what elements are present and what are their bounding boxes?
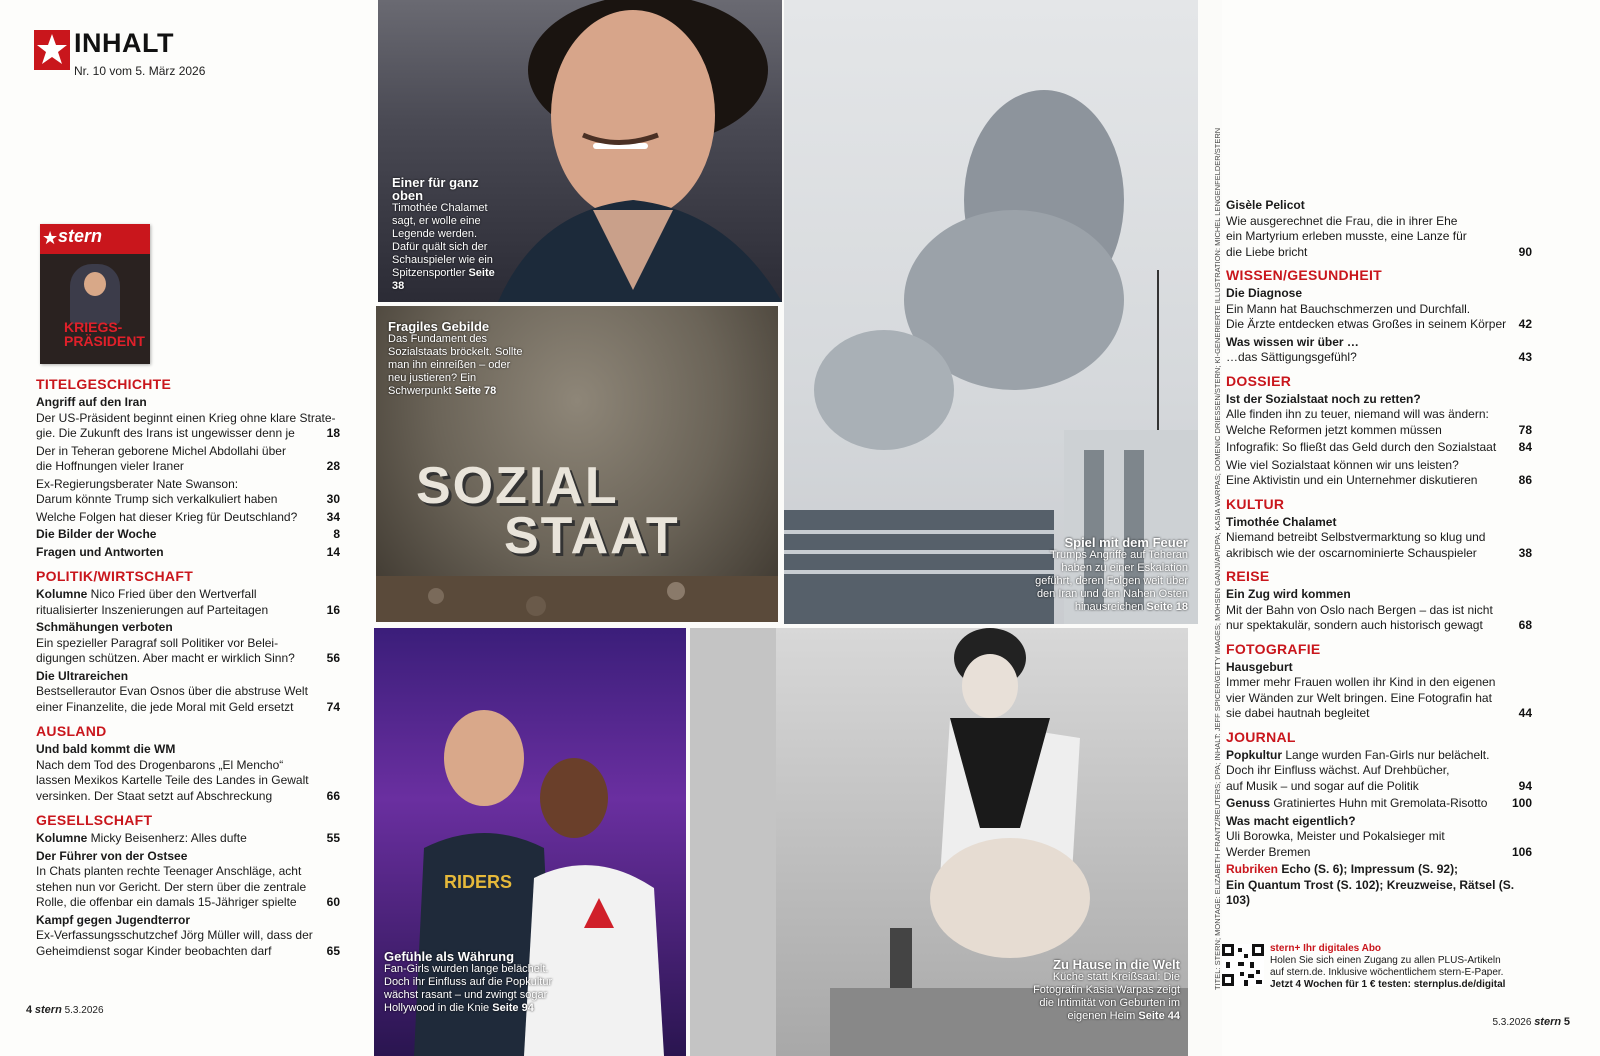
toc-entry[interactable] <box>36 669 336 716</box>
toc-page-number: 90 <box>1518 244 1532 259</box>
photo-feuer <box>784 0 1198 624</box>
toc-entry[interactable] <box>1226 587 1526 634</box>
toc-entry-kicker: Die Bilder der Woche <box>36 527 157 541</box>
toc-entry-kicker: Kolumne <box>36 831 88 845</box>
toc-page-number: 84 <box>1518 440 1532 454</box>
section-heading: REISE <box>1226 568 1270 584</box>
caption-sozial-title: Fragiles Gebilde <box>388 319 490 334</box>
toc-page-number: 60 <box>326 895 340 909</box>
toc-entry[interactable] <box>1226 440 1526 456</box>
toc-entry-line: Nach dem Tod des Drogenbarons „El Mencho“ <box>36 757 284 772</box>
section-heading: TITELGESCHICHTE <box>36 376 172 392</box>
toc-entry-line: Werder Bremen <box>1226 844 1311 859</box>
section-heading: FOTOGRAFIE <box>1226 640 1321 657</box>
promo-title: stern+ Ihr digitales Abo <box>1270 943 1382 954</box>
staat-word: STAAT <box>504 507 680 565</box>
caption-feuer-title: Spiel mit dem Feuer <box>1064 535 1188 550</box>
toc-entry-line: Darum könnte Trump sich verkalkuliert haben <box>36 492 278 506</box>
toc-entry-kicker: Was macht eigentlich? <box>1226 813 1356 828</box>
section-heading: POLITIK/WIRTSCHAFT <box>36 568 194 584</box>
toc-entry[interactable] <box>1226 748 1526 795</box>
toc-page-number: 56 <box>326 651 340 665</box>
caption-feuer-text: Trumps Angriffe auf Teheran haben zu einer Eskalation geführt, deren Folgen weit über den Iran und den Nahen Osten hinausreichen <box>1035 549 1188 613</box>
toc-entry-line: Die Ärzte entdecken etwas Großes in seinem Körper <box>1226 317 1507 331</box>
toc-entry-kicker: Fragen und Antworten <box>36 544 164 559</box>
toc-entry-line: Rubriken Echo (S. 6); Impressum (S. 92); <box>1226 862 1459 876</box>
cover-logo: stern <box>58 226 103 246</box>
caption-feuer-page: Seite 18 <box>1146 601 1188 613</box>
toc-entry-line: stehen nun vor Gericht. Der stern über die zentrale <box>36 879 307 894</box>
toc-entry-line: Geheimdienst sogar Kinder beobachten darf <box>36 943 272 958</box>
left-page <box>0 0 380 1056</box>
toc-page-number: 78 <box>1518 422 1532 437</box>
footer-left <box>26 1004 104 1016</box>
toc-entry-line: Genuss Gratiniertes Huhn mit Gremolata-Risotto <box>1226 796 1488 810</box>
toc-entry-line: lassen Mexikos Kartelle Teile des Landes in Gewalt <box>36 773 309 787</box>
toc-entry[interactable] <box>36 587 336 618</box>
toc-entry[interactable] <box>1226 814 1526 861</box>
toc-entry[interactable] <box>1226 286 1526 333</box>
toc-entry-kicker: Schmähungen verboten <box>36 620 173 634</box>
toc-entry[interactable] <box>1226 392 1526 439</box>
stern-star-logo-icon <box>34 30 70 70</box>
toc-entry-kicker: Popkultur <box>1226 747 1282 762</box>
toc-entry[interactable] <box>1226 335 1526 366</box>
toc-entry-kicker: Und bald kommt die WM <box>36 742 176 756</box>
toc-entry-kicker: Der Führer von der Ostsee <box>36 848 188 863</box>
toc-entry-line: Niemand betreibt Selbstvermarktung so klug und <box>1226 530 1486 544</box>
toc-entry-line: Doch ihr Einfluss wächst. Auf Drehbücher, <box>1226 763 1450 777</box>
toc-entry-line: Ex-Verfassungsschutzchef Jörg Müller will, dass der <box>36 928 313 942</box>
caption-hause-title: Zu Hause in die Welt <box>1053 957 1180 972</box>
photo-hausgeburt <box>690 628 1188 1056</box>
star-icon: ★ <box>42 228 59 248</box>
promo-line-1: Holen Sie sich einen Zugang zu allen PLUS-Artikeln <box>1270 955 1501 966</box>
toc-entry-line: Welche Folgen hat dieser Krieg für Deutschland? <box>36 509 298 524</box>
photo-chalamet <box>378 0 782 302</box>
toc-entry-line: Popkultur Lange wurden Fan-Girls nur belächelt. <box>1226 747 1490 762</box>
toc-entry[interactable] <box>36 527 336 543</box>
caption-chalamet-title: Einer für ganz oben <box>392 175 479 203</box>
caption-gefuehle-page: Seite 94 <box>492 1002 534 1014</box>
toc-entry-kicker: Hausgeburt <box>1226 659 1293 674</box>
toc-entry[interactable] <box>36 620 336 667</box>
toc-entry-line: gie. Die Zukunft des Irans ist ungewisser denn je <box>36 426 295 440</box>
caption-gefuehle-title: Gefühle als Währung <box>384 949 515 964</box>
toc-entry-line: Kolumne Nico Fried über den Wertverfall <box>36 587 257 601</box>
caption-sozial-text: Das Fundament des Sozialstaats bröckelt. Sollte man ihn einreißen – oder neu justieren? Ein Schwerpunkt <box>388 333 523 397</box>
toc-entry-line: einer Finanzelite, die jede Moral mit Geld ersetzt <box>36 699 294 714</box>
toc-entry-kicker: Gisèle Pelicot <box>1226 198 1305 212</box>
caption-hause-text: Küche statt Kreißsaal: Die Fotografin Kasia Warpas zeigt die Intimität von Geburten im eigenen Heim <box>1033 971 1180 1022</box>
photo-credits <box>1203 127 1222 990</box>
toc-entry-line: digungen schützen. Aber macht er wirklich Sinn? <box>36 651 295 665</box>
page-title: INHALT <box>74 28 174 58</box>
toc-entry-kicker: Die Diagnose <box>1226 286 1303 300</box>
toc-entry-line: die Hoffnungen vieler Iraner <box>36 459 184 473</box>
toc-entry[interactable] <box>36 510 336 526</box>
toc-page-number: 66 <box>326 788 340 803</box>
toc-page-number: 106 <box>1511 844 1532 859</box>
footer-brand: stern <box>1534 1016 1562 1028</box>
toc-entry[interactable] <box>1226 660 1526 722</box>
toc-entry-line: Welche Reformen jetzt kommen müssen <box>1226 422 1442 437</box>
toc-entry-kicker: Ist der Sozialstaat noch zu retten? <box>1226 391 1421 406</box>
page-number: 4 <box>26 1004 33 1016</box>
toc-entry-kicker: Die Ultrareichen <box>36 668 129 683</box>
toc-entry[interactable] <box>1226 796 1526 812</box>
section-heading: DOSSIER <box>1226 372 1292 389</box>
credits-text: TITEL: STERN; MONTAGE: ELIZABETH FRANTZ/REUTERS; DPA; INHALT: JEFF SPICER/GETTY IMAGES; MOHSEN GANJI/AP/DPA; KASIA WARPAS; DOMENIC DRIESSEN/STERN; KI-GENERIERTE ILLUSTRATION: MICHEL LENGENFELDER/STERN <box>1213 127 1222 990</box>
toc-entry-line: Eine Aktivistin und ein Unternehmer diskutieren <box>1226 473 1478 487</box>
cover-headline: KRIEGS-PRÄSIDENT <box>64 319 145 349</box>
toc-entry[interactable] <box>36 831 336 847</box>
toc-entry-line: ein Martyrium erleben musste, eine Lanze für <box>1226 229 1467 243</box>
section-heading: GESELLSCHAFT <box>36 812 153 828</box>
toc-entry-kicker: Was wissen wir über … <box>1226 334 1359 349</box>
caption-gefuehle-text: Fan-Girls wurden lange belächelt. Doch ihr Einfluss auf die Popkultur wächst rasant – und zwingt sogar Hollywood in die Knie <box>384 963 553 1014</box>
toc-page-number: 34 <box>326 509 340 524</box>
toc-entry-line: Ex-Regierungsberater Nate Swanson: <box>36 476 239 491</box>
toc-entry[interactable] <box>1226 198 1526 260</box>
toc-entry-line: Rolle, die offenbar ein damals 15-Jähriger spielte <box>36 895 297 909</box>
photo-sozialstaat <box>376 306 778 622</box>
footer-brand: stern <box>34 1004 62 1016</box>
qr-code-icon[interactable] <box>1222 944 1264 986</box>
toc-entry-line: ritualisierter Inszenierungen auf Parteitagen <box>36 602 269 617</box>
toc-page-number: 28 <box>326 459 340 473</box>
toc-page-number: 14 <box>326 544 340 559</box>
toc-entry-kicker: Rubriken <box>1226 862 1279 876</box>
toc-entry-line: Der US-Präsident beginnt einen Krieg ohne klare Strate- <box>36 410 336 425</box>
section-heading: WISSEN/GESUNDHEIT <box>1226 267 1383 283</box>
toc-entry[interactable] <box>36 849 336 911</box>
toc-page-number: 16 <box>326 602 340 617</box>
explosion-illustration <box>784 0 1198 624</box>
caption-hause-page: Seite 44 <box>1138 1010 1180 1022</box>
toc-page-number: 42 <box>1518 317 1532 331</box>
toc-page-number: 55 <box>326 831 340 845</box>
toc-entry[interactable] <box>36 913 336 960</box>
section-heading: AUSLAND <box>36 723 107 739</box>
toc-entry-line: Mit der Bahn von Oslo nach Bergen – das ist nicht <box>1226 602 1493 617</box>
toc-page-number: 44 <box>1518 706 1532 720</box>
promo-box <box>1270 943 1590 991</box>
toc-entry-line: Wie viel Sozialstaat können wir uns leisten? <box>1226 457 1459 472</box>
toc-page-number: 65 <box>326 943 340 958</box>
toc-entry-kicker: Ein Zug wird kommen <box>1226 587 1351 601</box>
toc-page-number: 68 <box>1518 618 1532 632</box>
toc-entry-kicker: Kampf gegen Jugendterror <box>36 912 191 927</box>
caption-chalamet-page: Seite 38 <box>392 267 495 292</box>
toc-entry[interactable] <box>36 444 336 475</box>
toc-entry-line: Kolumne Micky Beisenherz: Alles dufte <box>36 831 247 845</box>
toc-entry[interactable] <box>36 742 336 804</box>
footer-right <box>1492 1016 1570 1028</box>
toc-entry-kicker: Kolumne <box>36 587 88 601</box>
page-number: 5 <box>1563 1016 1570 1028</box>
cover-thumbnail <box>40 224 150 364</box>
toc-entry[interactable] <box>36 477 336 508</box>
caption-sozial-page: Seite 78 <box>454 385 497 397</box>
toc-entry[interactable] <box>1226 458 1526 489</box>
svg-text:RIDERS: RIDERS <box>444 872 513 892</box>
toc-entry-line: vier Wänden zur Welt bringen. Eine Fotografin hat <box>1226 690 1492 705</box>
toc-page-number: 86 <box>1518 473 1532 487</box>
toc-page-number: 100 <box>1511 796 1532 810</box>
toc-entry[interactable] <box>36 395 336 442</box>
toc-entry-line: Bestsellerautor Evan Osnos über die abstruse Welt <box>36 684 308 698</box>
toc-entry-line: versinken. Der Staat setzt auf Abschreckung <box>36 788 273 803</box>
section-heading: KULTUR <box>1226 495 1285 512</box>
toc-entry-line: In Chats planten rechte Teenager Anschläge, acht <box>36 864 302 878</box>
footer-date: 5.3.2026 <box>1492 1017 1532 1028</box>
right-page <box>1222 0 1600 1056</box>
toc-entry-line: Uli Borowka, Meister und Pokalsieger mit <box>1226 829 1445 843</box>
toc-entry-line: sie dabei hautnah begleitet <box>1226 706 1370 720</box>
toc-page-number: 43 <box>1518 350 1532 364</box>
toc-page-number: 8 <box>333 527 340 541</box>
issue-line: Nr. 10 vom 5. März 2026 <box>74 64 206 78</box>
toc-page-number: 74 <box>326 699 340 714</box>
toc-entry-line: Wie ausgerechnet die Frau, die in ihrer Ehe <box>1226 213 1458 228</box>
toc-entry-line: auf Musik – und sogar auf die Politik <box>1226 778 1419 793</box>
toc-entry-line: Immer mehr Frauen wollen ihr Kind in den eigenen <box>1226 675 1496 689</box>
toc-entry-line: Ein spezieller Paragraf soll Politiker vor Belei- <box>36 635 279 650</box>
toc-entry-line: Ein Mann hat Bauchschmerzen und Durchfall. <box>1226 301 1471 316</box>
sozial-word: SOZIAL <box>416 457 619 515</box>
toc-entry-line: Der in Teheran geborene Michel Abdollahi über <box>36 443 286 458</box>
toc-entry-line: …das Sättigungsgefühl? <box>1226 350 1357 364</box>
toc-page-number: 94 <box>1518 778 1532 793</box>
toc-page-number: 30 <box>326 492 340 506</box>
footer-date: 5.3.2026 <box>64 1005 104 1016</box>
section-heading: JOURNAL <box>1226 728 1296 745</box>
toc-entry-line: akribisch wie der oscarnominierte Schauspieler <box>1226 545 1477 560</box>
toc-page-number: 38 <box>1518 545 1532 560</box>
toc-entry[interactable] <box>36 545 336 561</box>
toc-entry-line: Alle finden ihn zu teuer, niemand will was ändern: <box>1226 407 1489 421</box>
toc-entry[interactable] <box>1226 862 1526 909</box>
toc-entry-line: die Liebe bricht <box>1226 244 1308 259</box>
promo-line-2: auf stern.de. Inklusive wöchentlichem stern-E-Paper. <box>1270 967 1504 978</box>
toc-entry[interactable] <box>1226 515 1526 562</box>
promo-line-3[interactable]: Jetzt 4 Wochen für 1 € testen: sternplus.de/digital <box>1270 979 1506 990</box>
toc-page-number: 18 <box>326 426 340 440</box>
toc-entry-kicker: Timothée Chalamet <box>1226 514 1337 529</box>
toc-entry-line: Infografik: So fließt das Geld durch den Sozialstaat <box>1226 440 1497 454</box>
toc-entry-kicker: Genuss <box>1226 796 1271 810</box>
toc-entry-kicker: Angriff auf den Iran <box>36 395 147 409</box>
photo-gefuehle <box>374 628 686 1056</box>
toc-entry-line: Ein Quantum Trost (S. 102); Kreuzweise, Rätsel (S. 103) <box>1226 877 1515 907</box>
caption-chalamet-text: Timothée Chalamet sagt, er wolle eine Legende werden. Dafür quält sich der Schauspieler wie ein Spitzensportler <box>392 202 493 279</box>
toc-entry-line: nur spektakulär, sondern auch historisch gewagt <box>1226 618 1483 632</box>
